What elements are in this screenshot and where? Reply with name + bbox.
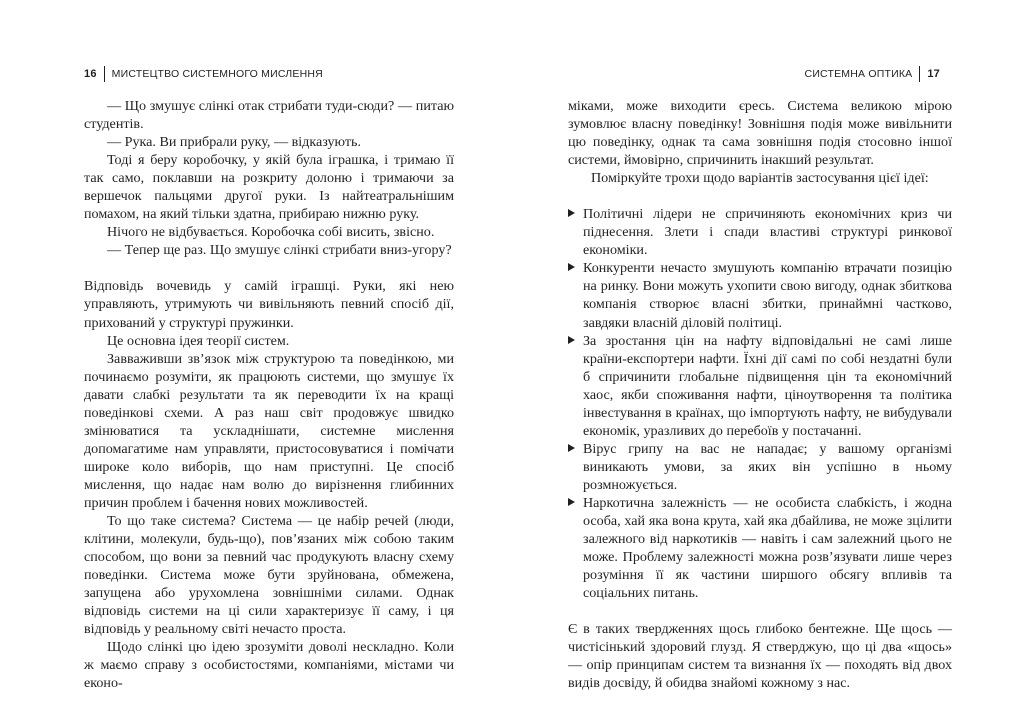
bullet-list	[568, 205, 952, 602]
list-item	[568, 259, 952, 331]
bullet-triangle-icon	[568, 498, 575, 506]
paragraph: Є в таких твердженнях щось глибоко бентежне. Ще щось — чистісінький здоровий глузд. Я стверджую, що ці два «щось» — опір принципам систем та визнання їх — походять від двох видів досвіду, й обидва знайомі кожному з нас.	[568, 621, 952, 692]
paragraph: — Тепер ще раз. Що змушує слінкі стрибати вниз-угору?	[107, 242, 452, 259]
running-head-separator	[919, 66, 920, 82]
list-item	[568, 440, 952, 494]
bullet-triangle-icon	[568, 444, 575, 452]
list-item-text: Вірус грипу на вас не нападає; у вашому організмі виникають умови, за яких він успішно в ньому розмножується.	[583, 440, 952, 493]
right-running-title: СИСТЕМНА ОПТИКА	[804, 68, 913, 80]
paragraph: Це основна ідея теорії систем.	[107, 332, 290, 349]
paragraph: Щодо слінкі цю ідею зрозуміти доволі нескладно. Коли ж маємо справу з особистостями, компаніями, містами чи еконо-	[84, 639, 454, 692]
left-running-head	[84, 66, 323, 82]
paragraph: міками, може виходити єресь. Система великою мірою зумовлює власну поведінку! Зовнішня подія може вивільнити цю поведінку, однак та сама зовнішня подія стосовно іншої системи, ймовірно, спричинить інакший результат.	[568, 98, 952, 169]
paragraph: Тоді я беру коробочку, у якій була іграшка, і тримаю її так само, поклавши на розкриту долоню і тримаючи за вершечок пальцями другої руки. Із найтеатральнішим помахом, на який тільки здатна, прибираю нижню руку.	[84, 152, 454, 223]
list-item-text: За зростання цін на нафту відповідальні не самі лише країни-експортери нафти. Їхні дії самі по собі нездатні були б спричинити глобальне підвищення цін та економічний хаос, якби споживання нафти, ціноутворення та політика інвестування в країнах, що імпортують нафту, не вибудували економік, уразливих до перебоїв у постачанні.	[583, 332, 952, 439]
paragraph: Поміркуйте трохи щодо варіантів застосування цієї ідеї:	[591, 170, 929, 187]
paragraph: Завваживши зв’язок між структурою та поведінкою, ми починаємо розуміти, як працюють системи, що змушує їх давати слабкі результати та як переводити їх на кращі поведінкові схеми. А раз наш світ продовжує швидко змінюватися та ускладнішати, системне мислення допомагатиме нам управляти, пристосовуватися і помічати широке коло виборів, що нам приступні. Це спосіб мислення, що надає нам волю до вирізнення глибинних причин проблем і бачення нових можливостей.	[84, 350, 454, 511]
bullet-triangle-icon	[568, 263, 575, 271]
list-item	[568, 205, 952, 259]
left-body-text	[84, 97, 454, 693]
paragraph: — Рука. Ви прибрали руку, — відказують.	[107, 134, 361, 151]
list-item-text: Конкуренти нечасто змушують компанію втрачати позицію на ринку. Вони можуть ухопити свою вигоду, однак збиткова компанія створює власні збитки, принаймні частково, завдяки власній діловій політиці.	[583, 260, 952, 331]
bullet-triangle-icon	[568, 336, 575, 344]
left-page-number: 16	[84, 68, 97, 80]
list-item-text: Політичні лідери не спричиняють економічних криз чи піднесення. Злети і спади властиві структурі ринкової економіки.	[583, 206, 952, 259]
paragraph: Відповідь вочевидь у самій іграшці. Руки, які нею управляють, утримують чи вивільняють певний спосіб дії, прихований у структурі пружинки.	[84, 278, 454, 331]
paragraph: — Що змушує слінкі отак стрибати туди-сюди? — питаю студентів.	[84, 98, 454, 133]
list-item	[568, 332, 952, 440]
list-item	[568, 494, 952, 602]
running-head-separator	[104, 66, 105, 82]
paragraph: Нічого не відбувається. Коробочка собі висить, звісно.	[107, 224, 435, 241]
right-body-text	[568, 97, 952, 692]
paragraph: То що таке система? Система — це набір речей (люди, клітини, молекули, будь-що), пов’язаних між собою таким способом, що вони за певний час продукують власну схему поведінки. Система може бути зруйнована, обмежена, запущена або урухомлена зовнішніми силами. Однак відповідь системи на ці сили характеризує її саму, і ця відповідь у реальному світі нечасто проста.	[84, 513, 454, 638]
bullet-triangle-icon	[568, 209, 575, 217]
right-running-head	[805, 66, 940, 82]
right-page	[512, 0, 1024, 716]
left-running-title: МИСТЕЦТВО СИСТЕМНОГО МИСЛЕННЯ	[111, 68, 323, 80]
right-page-number: 17	[927, 68, 940, 80]
list-item-text: Наркотична залежність — не особиста слабкість, і жодна особа, хай яка вона крута, хай яка дбайлива, не може зцілити залежного від наркотиків — навіть і сам залежний цього не може. Проблему залежності можна розв’язувати лише через розуміння її як частини ширшого обсягу впливів та соціальних питань.	[583, 494, 952, 602]
